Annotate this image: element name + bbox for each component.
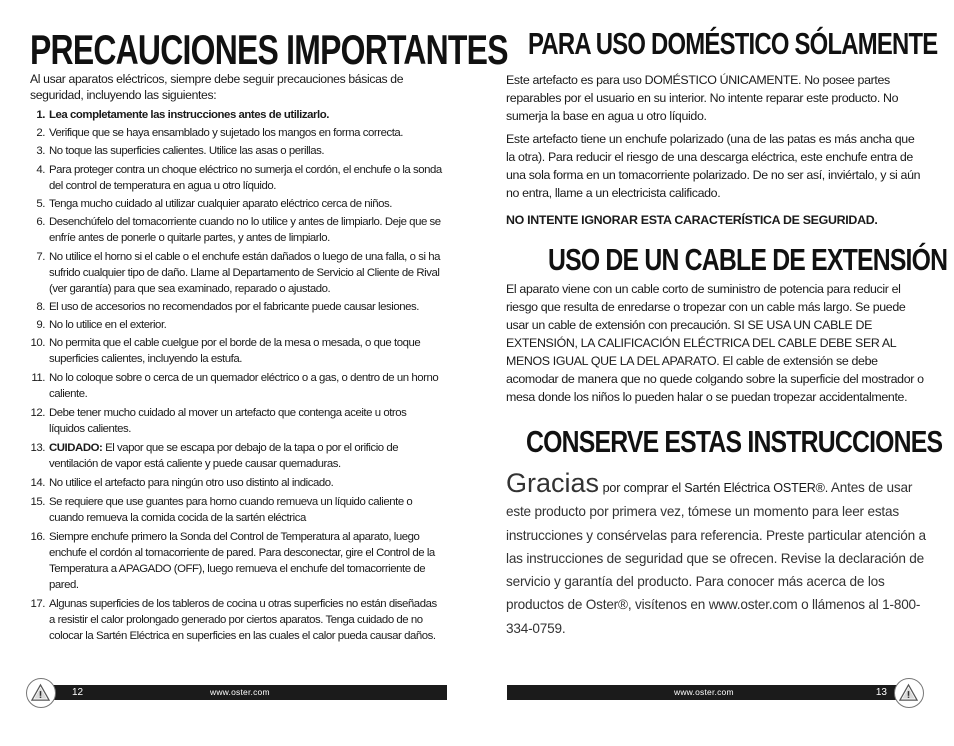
- precaution-number: 13.: [30, 442, 45, 454]
- extension-cable-paragraph: El aparato viene con un cable corto de suministro de potencia para reducir el riesgo que resulta de enredarse o tropezar con un cable más largo. Se puede usar un cable de extensión con precaución. SI SE USA UN CABLE DE EXTENSIÓN, LA CALIFICACIÓN ELÉCTRICA DEL CABLE DEBE SER AL MENOS IGUAL QUE LA DEL APARATO. El cable de extensión se debe acomodar de manera que no quede colgando sobre la superficie del mostrador o mesa donde los niños lo pueden halar o se puedan tropezar accidentalmente.: [506, 282, 924, 404]
- precaution-text: Tenga mucho cuidado al utilizar cualquier aparato eléctrico cerca de niños.: [49, 198, 392, 210]
- precaution-item: [30, 249, 444, 297]
- precaution-number: 8.: [36, 301, 45, 313]
- precaution-text: El vapor que se escapa por debajo de la tapa o por el orificio de ventilación de vapor está caliente y puede causar quemaduras.: [49, 442, 399, 470]
- precaution-text: Para proteger contra un choque eléctrico no sumerja el cordón, el enchufe o la sonda del control de temperatura en agua u otro líquido.: [49, 164, 442, 192]
- page-title: PRECAUCIONES IMPORTANTES: [30, 26, 508, 73]
- domestic-paragraph-1: Este artefacto es para uso DOMÉSTICO ÚNICAMENTE. No posee partes reparables por el usuario en su interior. No intente reparar este producto. No sumerja la base en agua u otro líquido.: [506, 73, 899, 123]
- precaution-item: [30, 370, 444, 402]
- footer-right: [507, 685, 917, 700]
- precaution-number: 3.: [36, 145, 45, 157]
- precaution-text: No lo utilice en el exterior.: [49, 319, 167, 331]
- precaution-item: [30, 214, 444, 246]
- precaution-number: 4.: [36, 164, 45, 176]
- precaution-number: 7.: [36, 251, 45, 263]
- precaution-text: Desenchúfelo del tomacorriente cuando no lo utilice y antes de limpiarlo. Deje que se enfríe antes de ponerle o quitarle partes, y antes de limpiarlo.: [49, 216, 441, 244]
- precaution-label: CUIDADO:: [49, 442, 103, 454]
- thanks-word: Gracias: [506, 468, 600, 498]
- precaution-item: [30, 494, 444, 526]
- precaution-item: [30, 529, 444, 593]
- thanks-product: por comprar el Sartén Eléctrica OSTER®.: [602, 481, 829, 495]
- precaution-item: [30, 317, 444, 333]
- page-number-left: 12: [72, 687, 84, 698]
- precaution-item: [30, 143, 444, 159]
- warning-triangle-icon: [26, 678, 56, 708]
- precaution-number: 12.: [30, 407, 45, 419]
- thanks-paragraph: [506, 468, 926, 640]
- footer-url-left: www.oster.com: [210, 687, 270, 697]
- safety-warning: NO INTENTE IGNORAR ESTA CARACTERÍSTICA DE SEGURIDAD.: [506, 213, 878, 227]
- extension-cable-title: USO DE UN CABLE DE EXTENSIÓN: [548, 242, 948, 277]
- precaution-item: [30, 162, 444, 194]
- precaution-number: 5.: [36, 198, 45, 210]
- precaution-item: [30, 475, 444, 491]
- precaution-text: No permita que el cable cuelgue por el borde de la mesa o mesada, o que toque superficies calientes, incluyendo la estufa.: [49, 337, 421, 365]
- precaution-text: Verifique que se haya ensamblado y sujetado los mangos en forma correcta.: [49, 127, 404, 139]
- precaution-number: 14.: [30, 477, 45, 489]
- conserve-title: CONSERVE ESTAS INSTRUCCIONES: [526, 424, 943, 459]
- precaution-item: [30, 125, 444, 141]
- precautions-list: [30, 107, 444, 644]
- precaution-text: No utilice el horno si el cable o el enchufe están dañados o luego de una falla, o si ha sufrido cualquier tipo de daño. Llame al Departamento de Servicio al Cliente de Rival (ver garantía) para que sea examinado, reparado o ajustado.: [49, 251, 441, 295]
- precaution-text: Siempre enchufe primero la Sonda del Control de Temperatura al aparato, luego enchufe el cordón al tomacorriente de pared. Para desconectar, gire el Control de la Temperatura a APAGADO (OFF), luego remueva el enchufe del tomacorriente de pared.: [49, 531, 435, 591]
- precaution-item: [30, 107, 444, 123]
- precaution-item: [30, 299, 444, 315]
- precaution-item: [30, 405, 444, 437]
- precaution-item: [30, 440, 444, 472]
- precaution-number: 6.: [36, 216, 45, 228]
- precaution-number: 2.: [36, 127, 45, 139]
- precaution-number: 17.: [30, 598, 45, 610]
- precaution-number: 15.: [30, 496, 45, 508]
- precaution-text: No toque las superficies calientes. Utilice las asas o perillas.: [49, 145, 325, 157]
- footer-left: [36, 685, 447, 700]
- precaution-text: Algunas superficies de los tableros de cocina u otras superficies no están diseñadas a resistir el calor prolongado generado por ciertos aparatos. Tenga cuidado de no colocar la Sartén Eléctrica en superficies en las cuales el calor pueda causar daños.: [49, 598, 437, 642]
- precaution-number: 9.: [36, 319, 45, 331]
- warning-triangle-icon: [894, 678, 924, 708]
- thanks-body: Antes de usar este producto por primera vez, tómese un momento para leer estas instrucciones y consérvelas para referencia. Preste particular atención a las instrucciones de seguridad que se ofrecen. Revise la declaración de servicio y garantía del producto. Para conocer más acerca de los productos de Oster®, visítenos en www.oster.com o llámenos al 1-800-334-0759.: [506, 480, 926, 636]
- intro-paragraph: Al usar aparatos eléctricos, siempre debe seguir precauciones básicas de seguridad, incluyendo las siguientes:: [30, 72, 404, 102]
- precaution-text: Lea completamente las instrucciones antes de utilizarlo.: [49, 109, 329, 121]
- precaution-number: 10.: [30, 337, 45, 349]
- precaution-text: El uso de accesorios no recomendados por el fabricante puede causar lesiones.: [49, 301, 419, 313]
- precaution-number: 16.: [30, 531, 45, 543]
- precaution-text: No lo coloque sobre o cerca de un quemador eléctrico o a gas, o dentro de un horno caliente.: [49, 372, 439, 400]
- precaution-number: 1.: [36, 109, 45, 121]
- precaution-item: [30, 596, 444, 644]
- precaution-item: [30, 196, 444, 212]
- precaution-text: Se requiere que use guantes para horno cuando remueva un líquido caliente o cuando remueva la comida cocida de la sartén eléctrica: [49, 496, 413, 524]
- precaution-item: [30, 335, 444, 367]
- precaution-text: Debe tener mucho cuidado al mover un artefacto que contenga aceite u otros líquidos calientes.: [49, 407, 407, 435]
- domestic-use-title: PARA USO DOMÉSTICO SÓLAMENTE: [528, 26, 938, 61]
- precaution-text: No utilice el artefacto para ningún otro uso distinto al indicado.: [49, 477, 334, 489]
- precaution-number: 11.: [31, 372, 45, 384]
- page-number-right: 13: [875, 687, 887, 698]
- footer-url-right: www.oster.com: [674, 687, 734, 697]
- domestic-paragraph-2: Este artefacto tiene un enchufe polarizado (una de las patas es más ancha que la otra). Para reducir el riesgo de una descarga eléctrica, este enchufe entra de una sola forma en un tomacorriente polarizado. De no ser así, inviértalo, y si aún no entra, llame a un electricista calificado.: [506, 132, 921, 200]
